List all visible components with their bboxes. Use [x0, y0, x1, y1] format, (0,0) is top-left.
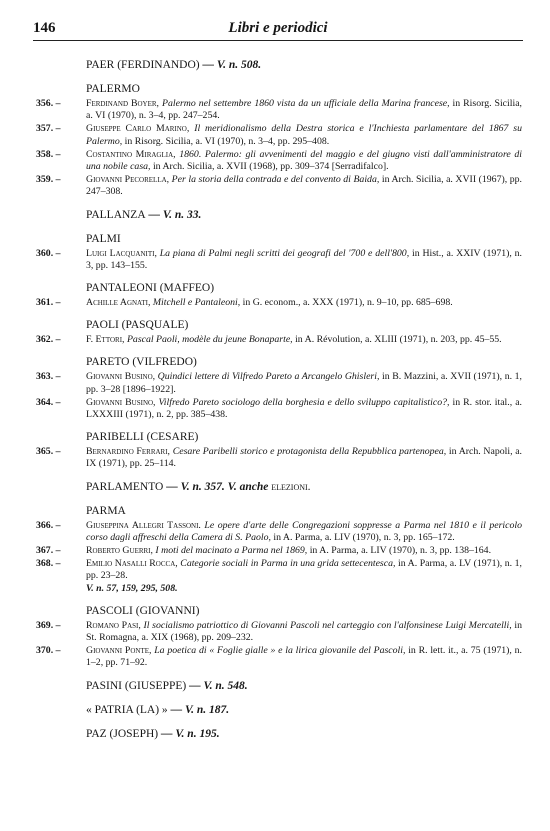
entry-source: in R. stor. ital., a. LXXXIII (1971), n. 2, pp. 385–438. [86, 396, 522, 421]
entry-author: Giuseppina Allegri Tassoni. [86, 519, 201, 531]
section-cross-reference: — V. n. 357. V. anche [163, 480, 272, 493]
section-heading [36, 232, 522, 247]
entry-number: 369. – [36, 619, 61, 631]
entry-number: 358. – [36, 148, 61, 160]
section-heading [36, 604, 522, 619]
entry-author: Bernardino Ferrari, [86, 446, 171, 458]
entry-title: La piana di Palmi negli scritti dei geografi del '700 e dell'800, [159, 247, 410, 259]
section-heading-label: PARETO (VILFREDO) [86, 356, 197, 369]
bibliography-entry [36, 645, 522, 669]
entry-cross-reference: V. n. 57, 159, 295, 508. [86, 582, 178, 594]
bibliography-entry [36, 98, 522, 122]
entry-title: Il meridionalismo della Destra storica e l'Inchiesta parlamentare del 1867 su Palermo, [86, 123, 522, 147]
entry-author: Costantino Miraglia, [86, 148, 176, 160]
running-title: Libri e periodici [228, 20, 328, 36]
section-heading-label: PARMA [86, 504, 126, 517]
section-heading-label: PAER (FERDINANDO) [86, 59, 200, 71]
entry-source: in Arch. Sicilia, a. XVII (1968), pp. 309–374 [Serradifalco]. [150, 161, 389, 173]
bibliography-entry [36, 520, 522, 544]
section-heading [36, 281, 522, 296]
section-heading-label: PALLANZA [86, 208, 146, 221]
page-number: 146 [33, 20, 56, 36]
section-heading-label: « PATRIA (LA) » [86, 703, 168, 716]
entry-number: 368. – [36, 558, 61, 570]
entry-number: 365. – [36, 446, 61, 458]
bibliography-entry [36, 334, 522, 346]
section-heading [36, 82, 522, 97]
entry-source: in Hist., a. XXIV (1971), n. 3, pp. 143–155. [86, 247, 523, 271]
entry-source: in St. Romagna, a. XIX (1968), pp. 209–232. [86, 619, 522, 644]
entry-title: Quindici lettere di Vilfredo Pareto a Arcangelo Ghisleri, [157, 371, 380, 383]
entry-number: 367. – [36, 545, 61, 557]
entry-title: Le opere d'arte delle Congregazioni soppresse a Parma nel 1810 e il pericolo corso dagli affreschi della Camera di S. Paolo, [86, 519, 523, 543]
entry-source: in B. Mazzini, a. XVII (1971), n. 1, pp. 3–28 [1896–1922]. [86, 371, 522, 395]
section-heading [36, 679, 522, 694]
entry-author: F. Ettori, [86, 334, 125, 346]
entry-title: Categorie sociali in Parma in una grida settecentesca, [180, 558, 396, 570]
section-cross-reference-tail: elezioni. [271, 480, 311, 493]
section-heading-label: PASCOLI (GIOVANNI) [86, 604, 200, 617]
entry-title: Pascal Paoli, modèle du jeune Bonaparte, [126, 334, 293, 346]
entry-source: in A. Parma, a. LV (1971), n. 1, pp. 23–28. [86, 558, 523, 582]
entry-author: Romano Pasi, [86, 619, 141, 631]
entry-title: Il socialismo patriottico di Giovanni Pascoli nel carteggio con l'alfonsinese Luigi Mercatelli, [143, 619, 512, 631]
bibliography-entry [36, 371, 522, 395]
entry-title: Cesare Paribelli storico e protagonista della Repubblica partenopea, [172, 446, 447, 458]
section-cross-reference: — V. n. 195. [158, 727, 220, 740]
entry-title: 1860. Palermo: gli avvenimenti del maggio e del giugno visti dall'amministratore di una nobile casa, [86, 148, 522, 173]
entry-author: Luigi Lacquaniti, [86, 247, 157, 259]
entry-number: 362. – [36, 334, 61, 346]
entry-number: 357. – [36, 123, 61, 135]
entry-number: 356. – [36, 98, 61, 109]
bibliography-entry [36, 248, 522, 272]
entry-source: in Arch. Sicilia, a. XVII (1967), pp. 247–308. [86, 174, 522, 198]
section-heading [36, 703, 522, 718]
entry-author: Giovanni Pecorella, [86, 174, 170, 186]
entry-author: Ferdinand Boyer, [86, 98, 160, 109]
entry-title: I moti del macinato a Parma nel 1869, [155, 545, 308, 557]
section-heading [36, 208, 522, 223]
entry-author: Giovanni Busino, [86, 396, 156, 408]
bibliography-entry [36, 620, 522, 644]
entry-title: Palermo nel settembre 1860 vista da un ufficiale della Marina francese, [162, 98, 450, 109]
bibliography-entry [36, 545, 522, 557]
entry-number: 359. – [36, 174, 61, 186]
bibliography-entry [36, 397, 522, 421]
entry-source: in Risorg. Sicilia, a. VI (1970), n. 3–4, pp. 247–254. [86, 98, 522, 122]
section-heading [36, 318, 522, 333]
bibliography-entry [36, 149, 522, 173]
bibliography-entry [36, 123, 522, 147]
entry-number: 370. – [36, 645, 61, 657]
section-heading [36, 58, 522, 73]
entry-title: Vilfredo Pareto sociologo della borghesia e dello sviluppo capitalistico?, [158, 396, 450, 408]
bibliography-entry [36, 174, 522, 198]
entry-source: in G. econom., a. XXX (1971), n. 9–10, pp. 685–698. [240, 297, 453, 309]
bibliography-entry [36, 297, 522, 309]
bibliography-body [36, 58, 522, 743]
entry-number: 364. – [36, 396, 61, 408]
section-heading [36, 430, 522, 445]
entry-author: Giuseppe Carlo Marino, [86, 123, 190, 135]
bibliography-entry [36, 446, 522, 470]
section-cross-reference: — V. n. 548. [186, 679, 248, 692]
entry-source: in A. Révolution, a. XLIII (1971), n. 203, pp. 45–55. [292, 334, 502, 346]
section-heading [36, 504, 522, 519]
entry-title: La poetica di « Foglie gialle » e la lirica giovanile del Pascoli, [154, 645, 406, 657]
section-cross-reference: — V. n. 508. [199, 59, 262, 71]
entry-number: 360. – [36, 247, 61, 259]
entry-number: 363. – [36, 371, 61, 383]
section-cross-reference: — V. n. 187. [167, 703, 230, 716]
section-heading-label: PALMI [86, 232, 121, 245]
section-heading-label: PAZ (JOSEPH) [86, 727, 159, 740]
header-rule [33, 40, 523, 41]
entry-author: Achille Agnati, [86, 297, 151, 309]
entry-number: 366. – [36, 519, 61, 531]
section-heading-label: PANTALEONI (MAFFEO) [86, 282, 215, 295]
section-heading-label: PARLAMENTO [86, 480, 164, 493]
section-heading-label: PAOLI (PASQUALE) [86, 319, 189, 332]
section-heading-label: PASINI (GIUSEPPE) [86, 679, 187, 692]
section-heading-label: PALERMO [86, 83, 140, 95]
section-cross-reference: — V. n. 33. [145, 208, 202, 221]
section-heading-label: PARIBELLI (CESARE) [86, 431, 199, 444]
entry-source: in R. lett. it., a. 75 (1971), n. 1–2, pp. 71–92. [86, 645, 523, 669]
entry-author: Giovanni Busino, [86, 371, 156, 383]
section-heading [36, 355, 522, 370]
entry-author: Roberto Guerri, [86, 545, 153, 557]
bibliography-entry [36, 558, 522, 595]
entry-source: in Arch. Napoli, a. IX (1971), pp. 25–114. [86, 446, 522, 470]
entry-source: in A. Parma, a. LIV (1970), n. 3, pp. 138–164. [307, 545, 492, 557]
page-header [33, 20, 523, 42]
entry-source: in Risorg. Sicilia, a. VI (1970), n. 3–4, pp. 295–408. [122, 135, 330, 147]
section-heading [36, 727, 522, 742]
entry-title: Mitchell e Pantaleoni, [152, 297, 241, 309]
entry-author: Emilio Nasalli Rocca, [86, 558, 178, 570]
entry-title: Per la storia della contrada e del convento di Baida, [171, 174, 380, 186]
entry-number: 361. – [36, 297, 61, 309]
entry-author: Giovanni Ponte, [86, 645, 152, 657]
section-heading [36, 480, 522, 495]
entry-source: in A. Parma, a. LIV (1970), n. 3, pp. 165–172. [270, 531, 455, 543]
